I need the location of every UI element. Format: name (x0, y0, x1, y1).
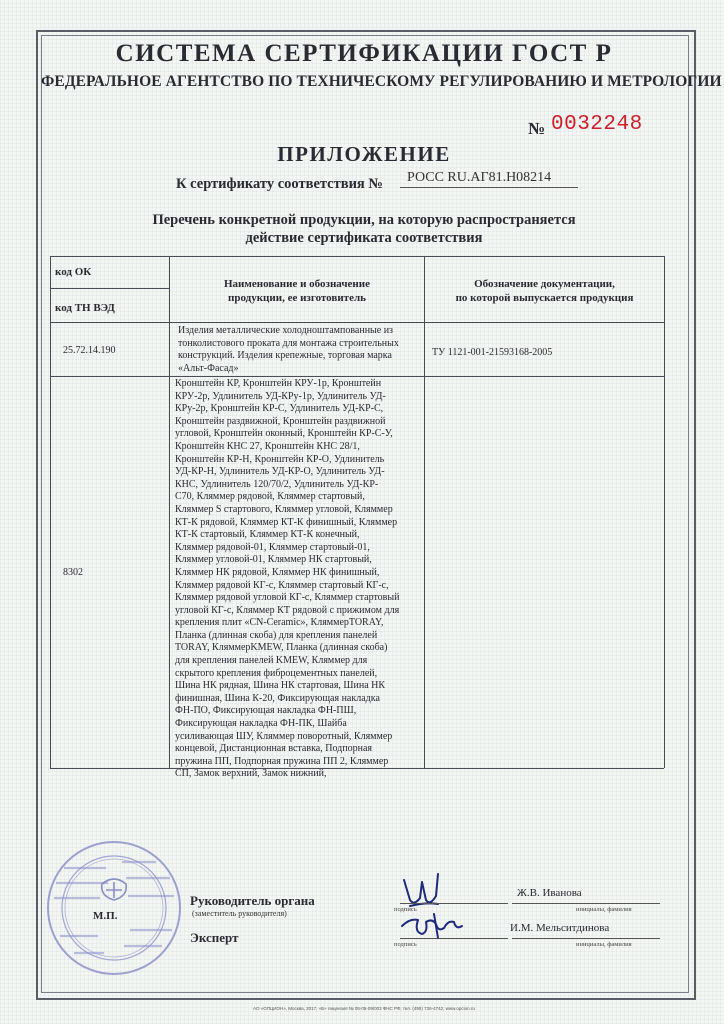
header-documentation (425, 277, 664, 305)
row1-document: ТУ 1121-001-21593168-2005 (432, 347, 553, 358)
expert-signature-caption: подпись (394, 941, 417, 948)
form-number: 0032248 (551, 113, 643, 136)
row2-product-line: УД-КР-Н, Удлинитель УД-КР-О, Удлинитель УД- (175, 466, 385, 478)
certificate-underline (400, 187, 578, 188)
row2-product-line: Кляммер рядовой КГ-с, Кляммер стартовый КГ-с, (175, 579, 389, 591)
table-col-divider-2 (424, 256, 425, 768)
row2-product-line: усиливающая ШУ, Кляммер поворотный, Кляммер (175, 730, 393, 742)
row2-product-line: угловой, Кронштейн оконный, Кронштейн КР-С-У, (175, 428, 393, 440)
expert-name: И.М. Мельситдинова (510, 922, 610, 934)
agency-title: ФЕДЕРАЛЬНОЕ АГЕНТСТВО ПО ТЕХНИЧЕСКОМУ РЕГУЛИРОВАНИЮ И МЕТРОЛОГИИ (41, 73, 722, 90)
row2-product-line: ФН-ПО, Фиксирующая накладка ФН-ПШ, (175, 705, 357, 717)
row2-product-line: Кронштейн КР, Кронштейн КРУ-1р, Кронштейн (175, 378, 382, 389)
row1-product-line: конструкций. Изделия крепежные, торговая марка (178, 350, 392, 362)
row2-product-line: КНС, Удлинитель 120/70/2, Удлинитель УД-КР- (175, 478, 379, 490)
header-code-divider (50, 288, 169, 289)
row2-product-line: TORAY, КляммерKMEW, Планка (длинная скоба) (175, 642, 388, 654)
header-code-tnved: код ТН ВЭД (55, 302, 115, 314)
header-documentation-line-1: Обозначение документации, (474, 278, 615, 290)
row2-product-line: Кронштейн раздвижной, Кронштейн раздвижной (175, 415, 386, 427)
printer-footer: АО «ОПЦИОН», Москва, 2017, «Б» лицензия № 05-05-09/003 ФНС РФ, тел. (495) 726-4742, www.opcion.ru (253, 1006, 475, 1011)
row2-product-line: КРУ-2р, Удлинитель УД-КРу-1р, Удлинитель УД- (175, 390, 386, 402)
row2-product-line: концевой, Дистанционная вставка, Подпорная (175, 743, 372, 755)
table-border-left (50, 256, 51, 768)
row2-product-line: КРу-2р, Кронштейн КР-С, Удлинитель УД-КР-С, (175, 403, 384, 415)
header-code-ok: код ОК (55, 266, 92, 278)
row2-product-line: финишная, Шина К-20, Фиксирующая накладка (175, 692, 380, 704)
header-product-name-line-2: продукции, ее изготовитель (228, 292, 366, 304)
stamp-label: М.П. (93, 910, 118, 922)
head-of-body-label: Руководитель органа (190, 893, 315, 908)
system-title: СИСТЕМА СЕРТИФИКАЦИИ ГОСТ Р (115, 40, 613, 67)
row2-product-line: Планка (длинная скоба) для крепления панелей (175, 629, 378, 641)
row1-product (178, 325, 422, 375)
head-name: Ж.В. Иванова (517, 887, 582, 899)
certificate-number: РОСС RU.АГ81.Н08214 (407, 170, 552, 185)
row2-product-line: скрытого крепления фиброцементных панелей, (175, 667, 378, 679)
list-title-line-1: Перечень конкретной продукции, на которую распространяется (152, 212, 576, 228)
table-border-top (50, 256, 664, 257)
row2-product-line: КТ-К рядовой, Кляммер КТ-К финишный, Кляммер (175, 516, 398, 528)
list-title-line-2: действие сертификата соответствия (245, 230, 483, 246)
row2-product-line: пружина ПП, Подпорная пружина ПП 2, Кляммер (175, 755, 389, 767)
row2-product-line: Шина НК рядная, Шина НК стартовая, Шина НК (175, 680, 386, 692)
row2-product-line: для крепления панелей KMEW, Кляммер для (175, 655, 368, 667)
row1-product-line: тонколистового проката для монтажа строительных (178, 337, 399, 349)
form-number-sign: № (528, 119, 546, 138)
row-divider (50, 376, 664, 377)
row2-product-line: Кронштейн КНС 27, Кронштейн КНС 28/1, (175, 440, 360, 452)
header-product-name-line-1: Наименование и обозначение (224, 278, 370, 290)
row2-product-line: Кляммер рядовой-01, Кляммер стартовый-01, (175, 541, 370, 553)
row2-product-line: крепления плит «CN-Ceramic», КляммерTORAY, (175, 617, 384, 629)
list-title (41, 211, 687, 247)
row2-product-line: Фиксирующая накладка ФН-ПК, Шайба (175, 718, 347, 730)
expert-name-caption: инициалы, фамилия (576, 941, 632, 948)
deputy-note: (заместитель руководителя) (192, 909, 287, 918)
expert-signature-line (400, 938, 508, 939)
header-bottom-line (50, 322, 664, 323)
row1-product-line: «Альт-Фасад» (178, 362, 239, 374)
row1-product-line: Изделия металлические холодноштампованные из (178, 325, 394, 336)
header-product-name (170, 277, 424, 305)
row2-product-line: КТ-К стартовый, Кляммер КТ-К конечный, (175, 529, 360, 541)
row2-product-line: угловой КГ-с, Кляммер КТ рядовой с прижимом для (175, 604, 400, 616)
row2-product-line: Кляммер S стартового, Кляммер угловой, Кляммер (175, 503, 393, 515)
row2-code: 8302 (63, 567, 83, 578)
head-signature-line (400, 903, 508, 904)
row2-product-line: С70, Кляммер рядовой, Кляммер стартовый, (175, 491, 365, 503)
row2-product-line: Кляммер рядовой угловой КГ-с, Кляммер стартовый (175, 592, 400, 604)
appendix-title: ПРИЛОЖЕНИЕ (277, 142, 451, 166)
certification-stamp (44, 838, 184, 978)
row2-product (175, 378, 423, 781)
head-name-line (512, 903, 660, 904)
head-name-caption: инициалы, фамилия (576, 906, 632, 913)
table-border-right (664, 256, 665, 768)
table-col-divider-1 (169, 256, 170, 768)
row2-product-line: Кляммер угловой-01, Кляммер НК стартовый, (175, 554, 372, 566)
row2-product-line: СП, Замок верхний, Замок нижний, (175, 768, 327, 780)
head-signature-caption: подпись (394, 906, 417, 913)
expert-label: Эксперт (190, 930, 239, 945)
certificate-label: К сертификату соответствия № (176, 176, 383, 192)
row2-product-line: Кляммер НК рядовой, Кляммер НК финишный, (175, 566, 380, 578)
row2-product-line: Кронштейн КР-Н, Кронштейн КР-О, Удлинитель (175, 453, 385, 465)
header-documentation-line-2: по которой выпускается продукция (455, 292, 634, 304)
expert-name-line (512, 938, 660, 939)
row1-code: 25.72.14.190 (63, 345, 116, 356)
